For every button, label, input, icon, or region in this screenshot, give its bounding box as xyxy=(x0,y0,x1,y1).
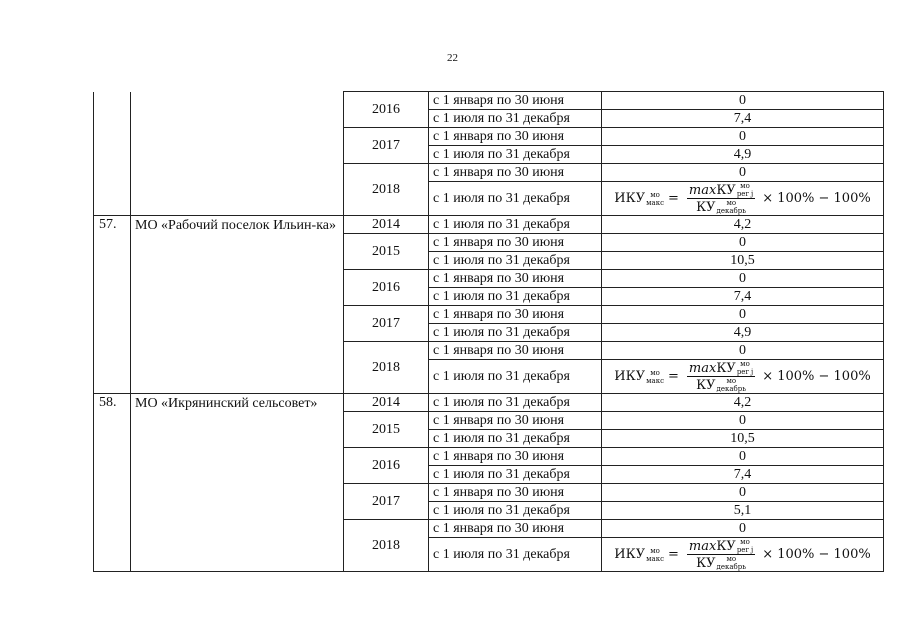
entity-name: МО «Рабочий поселок Ильин-ка» xyxy=(131,216,344,394)
period-cell: с 1 июля по 31 декабря xyxy=(429,360,602,394)
entity-number xyxy=(94,92,131,216)
period-cell: с 1 января по 30 июня xyxy=(429,520,602,538)
table-row xyxy=(94,394,884,412)
period-cell: с 1 января по 30 июня xyxy=(429,342,602,360)
value-cell: 0 xyxy=(602,92,884,110)
period-cell: с 1 января по 30 июня xyxy=(429,128,602,146)
period-cell: с 1 января по 30 июня xyxy=(429,270,602,288)
value-cell: 0 xyxy=(602,128,884,146)
value-cell: 0 xyxy=(602,520,884,538)
value-cell: 4,9 xyxy=(602,324,884,342)
period-cell: с 1 июля по 31 декабря xyxy=(429,110,602,128)
page-number: 22 xyxy=(447,52,458,64)
year-cell: 2015 xyxy=(344,412,429,448)
year-cell: 2014 xyxy=(344,216,429,234)
period-cell: с 1 июля по 31 декабря xyxy=(429,466,602,484)
value-cell: 4,2 xyxy=(602,216,884,234)
year-cell: 2016 xyxy=(344,270,429,306)
value-cell: 0 xyxy=(602,164,884,182)
value-cell: 7,4 xyxy=(602,288,884,306)
entity-name xyxy=(131,92,344,216)
period-cell: с 1 июля по 31 декабря xyxy=(429,324,602,342)
period-cell: с 1 июля по 31 декабря xyxy=(429,182,602,216)
year-cell: 2017 xyxy=(344,128,429,164)
value-cell: 0 xyxy=(602,306,884,324)
period-cell: с 1 января по 30 июня xyxy=(429,448,602,466)
period-cell: с 1 июля по 31 декабря xyxy=(429,146,602,164)
max-index-formula: ИКУ мо макс = max КУ мо per j КУ мо декабрь × 100% − 100% xyxy=(614,538,871,571)
formula-cell xyxy=(602,538,884,572)
period-cell: с 1 июля по 31 декабря xyxy=(429,502,602,520)
max-index-formula: ИКУ мо макс = max КУ мо per j КУ мо декабрь × 100% − 100% xyxy=(614,182,871,215)
year-cell: 2016 xyxy=(344,92,429,128)
formula-cell xyxy=(602,360,884,394)
period-cell: с 1 января по 30 июня xyxy=(429,484,602,502)
year-cell: 2017 xyxy=(344,306,429,342)
year-cell: 2018 xyxy=(344,164,429,216)
year-cell: 2016 xyxy=(344,448,429,484)
year-cell: 2018 xyxy=(344,520,429,572)
table-row xyxy=(94,216,884,234)
value-cell: 0 xyxy=(602,342,884,360)
value-cell: 0 xyxy=(602,234,884,252)
value-cell: 5,1 xyxy=(602,502,884,520)
max-index-formula: ИКУ мо макс = max КУ мо per j КУ мо декабрь × 100% − 100% xyxy=(614,360,871,393)
period-cell: с 1 января по 30 июня xyxy=(429,234,602,252)
value-cell: 0 xyxy=(602,270,884,288)
value-cell: 10,5 xyxy=(602,252,884,270)
year-cell: 2014 xyxy=(344,394,429,412)
value-cell: 7,4 xyxy=(602,466,884,484)
formula-fraction: max КУ мо per j КУ мо декабрь xyxy=(688,538,754,571)
tariff-table xyxy=(93,91,884,572)
year-cell: 2018 xyxy=(344,342,429,394)
formula-fraction: max КУ мо per j КУ мо декабрь xyxy=(688,360,754,393)
formula-cell xyxy=(602,182,884,216)
value-cell: 0 xyxy=(602,412,884,430)
entity-number: 57. xyxy=(94,216,131,394)
period-cell: с 1 июля по 31 декабря xyxy=(429,288,602,306)
value-cell: 4,2 xyxy=(602,394,884,412)
period-cell: с 1 июля по 31 декабря xyxy=(429,430,602,448)
period-cell: с 1 января по 30 июня xyxy=(429,92,602,110)
value-cell: 7,4 xyxy=(602,110,884,128)
table-row xyxy=(94,92,884,110)
period-cell: с 1 июля по 31 декабря xyxy=(429,216,602,234)
period-cell: с 1 января по 30 июня xyxy=(429,306,602,324)
value-cell: 0 xyxy=(602,448,884,466)
value-cell: 4,9 xyxy=(602,146,884,164)
value-cell: 10,5 xyxy=(602,430,884,448)
period-cell: с 1 января по 30 июня xyxy=(429,164,602,182)
year-cell: 2017 xyxy=(344,484,429,520)
period-cell: с 1 июля по 31 декабря xyxy=(429,252,602,270)
period-cell: с 1 июля по 31 декабря xyxy=(429,394,602,412)
formula-fraction: max КУ мо per j КУ мо декабрь xyxy=(688,182,754,215)
entity-number: 58. xyxy=(94,394,131,572)
year-cell: 2015 xyxy=(344,234,429,270)
period-cell: с 1 июля по 31 декабря xyxy=(429,538,602,572)
entity-name: МО «Икрянинский сельсовет» xyxy=(131,394,344,572)
value-cell: 0 xyxy=(602,484,884,502)
period-cell: с 1 января по 30 июня xyxy=(429,412,602,430)
